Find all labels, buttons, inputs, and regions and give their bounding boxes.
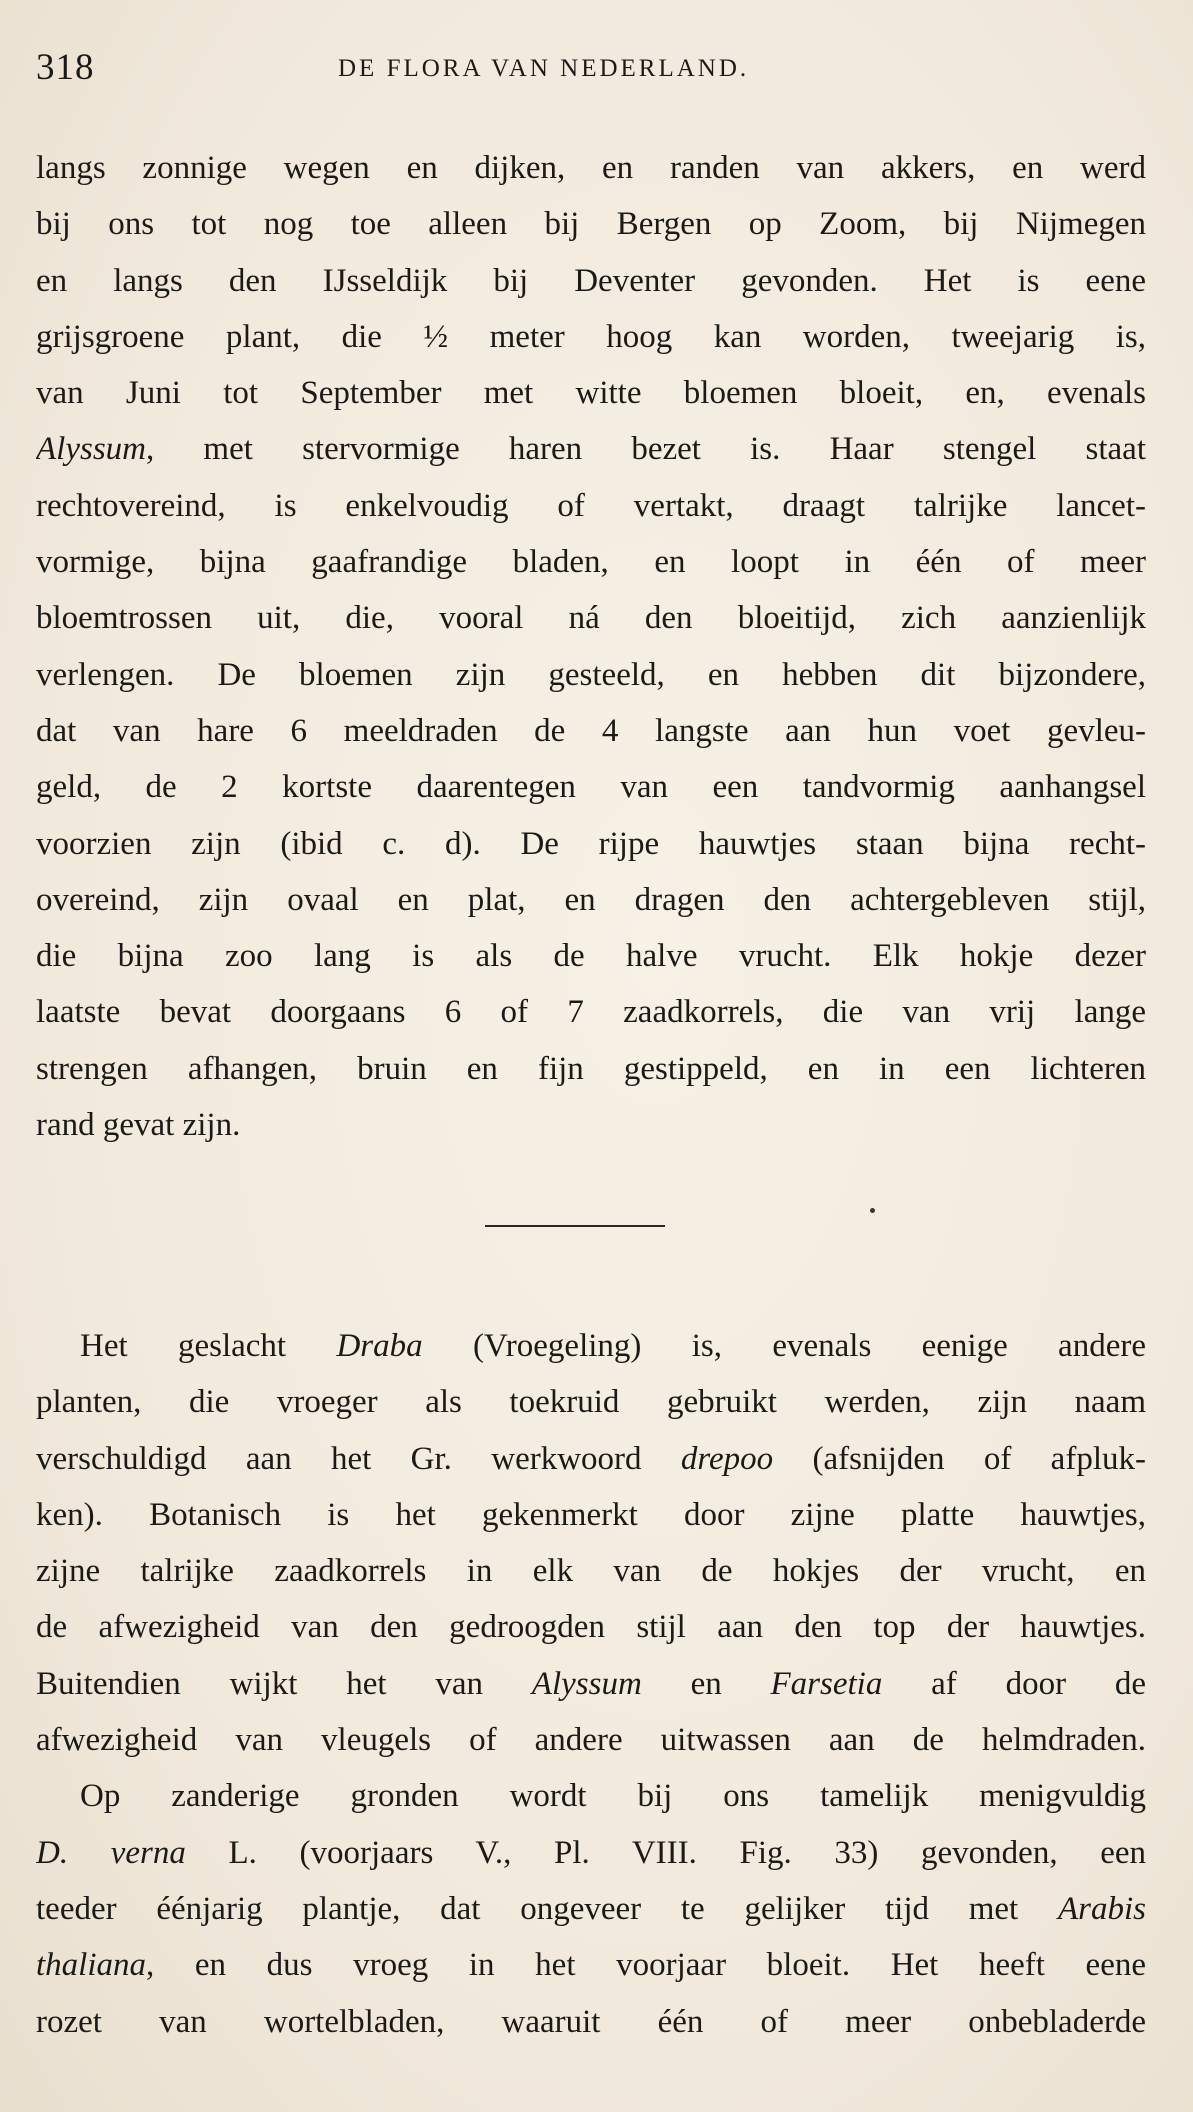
- text-line: dat van hare 6 meeldraden de 4 langste aan hun voet gevleu-: [36, 712, 1146, 749]
- text-line: rand gevat zijn.: [36, 1107, 241, 1144]
- genus-name: Alyssum: [36, 431, 146, 468]
- species-name: thaliana: [36, 1947, 147, 1984]
- text-line: Op zanderige gronden wordt bij ons tamelijk menigvuldig: [80, 1778, 1146, 1815]
- text-line: van Juni tot September met witte bloemen bloeit, en, evenals: [36, 375, 1146, 412]
- text-fragment: af door de: [882, 1665, 1146, 1702]
- page-number: 318: [36, 47, 95, 88]
- genus-name: Farsetia: [770, 1665, 883, 1702]
- text-line: bloemtrossen uit, die, vooral ná den bloeitijd, zich aanzienlijk: [36, 600, 1146, 637]
- text-line: die bijna zoo lang is als de halve vrucht. Elk hokje dezer: [36, 938, 1146, 975]
- text-fragment: L. (voorjaars V., Pl. VIII. Fig. 33) gevonden, een: [185, 1834, 1146, 1871]
- running-head: DE FLORA VAN NEDERLAND.: [338, 55, 750, 82]
- text-line: [36, 1656, 1146, 1712]
- text-line: vormige, bijna gaafrandige bladen, en loopt in één of meer: [36, 544, 1146, 581]
- paragraph-1: [36, 140, 1146, 1153]
- text-fragment: verschuldigd aan het Gr. werkwoord: [36, 1440, 681, 1477]
- genus-name: Arabis: [1057, 1890, 1146, 1927]
- text-line: [36, 1825, 1146, 1881]
- text-line: afwezigheid van vleugels of andere uitwassen aan de helmdraden.: [36, 1722, 1146, 1759]
- text-line: [36, 1881, 1146, 1937]
- text-line: verlengen. De bloemen zijn gesteeld, en hebben dit bijzondere,: [36, 656, 1146, 693]
- genus-name: Draba: [336, 1328, 423, 1364]
- text-line: zijne talrijke zaadkorrels in elk van de hokjes der vrucht, en: [36, 1553, 1146, 1590]
- species-name: D. verna: [36, 1834, 186, 1871]
- text-line: geld, de 2 kortste daarentegen van een tandvormig aanhangsel: [36, 769, 1146, 806]
- text-line: rechtovereind, is enkelvoudig of vertakt, draagt talrijke lancet-: [36, 487, 1146, 524]
- text-line: overeind, zijn ovaal en plat, en dragen den achtergebleven stijl,: [36, 881, 1146, 918]
- text-line: [36, 1318, 1146, 1374]
- genus-name: Alyssum: [531, 1665, 642, 1702]
- text-line: rozet van wortelbladen, waaruit één of meer onbebladerde: [36, 2003, 1146, 2040]
- text-fragment: Buitendien wijkt het van: [36, 1665, 532, 1702]
- text-fragment: Het geslacht: [80, 1328, 337, 1364]
- text-line: grijsgroene plant, die ½ meter hoog kan worden, tweejarig is,: [36, 318, 1146, 355]
- text-line: laatste bevat doorgaans 6 of 7 zaadkorrels, die van vrij lange: [36, 994, 1146, 1031]
- text-line: [36, 1937, 1146, 1993]
- text-line: de afwezigheid van den gedroogden stijl aan den top der hauwtjes.: [36, 1609, 1146, 1646]
- text-line: [36, 421, 1146, 477]
- text-fragment: , met stervormige haren bezet is. Haar stengel staat: [146, 431, 1146, 468]
- text-line: ken). Botanisch is het gekenmerkt door zijne platte hauwtjes,: [36, 1496, 1146, 1533]
- text-line: planten, die vroeger als toekruid gebruikt werden, zijn naam: [36, 1384, 1146, 1421]
- text-line: voorzien zijn (ibid c. d). De rijpe hauwtjes staan bijna recht-: [36, 825, 1146, 862]
- text-line: langs zonnige wegen en dijken, en randen van akkers, en werd: [36, 150, 1146, 186]
- text-fragment: en: [641, 1665, 771, 1702]
- greek-word: drepoo: [680, 1440, 774, 1477]
- text-fragment: , en dus vroeg in het voorjaar bloeit. Het heeft eene: [146, 1947, 1146, 1984]
- text-line: strengen afhangen, bruin en fijn gestippeld, en in een lichteren: [36, 1050, 1146, 1087]
- paragraph-2: [36, 1318, 1146, 2050]
- section-divider: [485, 1225, 665, 1227]
- text-fragment: (Vroegeling) is, evenals eenige andere: [422, 1328, 1146, 1364]
- text-fragment: (afsnijden of afpluk-: [773, 1440, 1146, 1477]
- ink-speck: [870, 1208, 875, 1213]
- text-fragment: teeder éénjarig plantje, dat ongeveer te gelijker tijd met: [36, 1890, 1058, 1927]
- text-line: en langs den IJsseldijk bij Deventer gevonden. Het is eene: [36, 262, 1146, 299]
- text-line: bij ons tot nog toe alleen bij Bergen op Zoom, bij Nijmegen: [36, 206, 1146, 243]
- text-line: [36, 1431, 1146, 1487]
- page-header: [36, 46, 1136, 96]
